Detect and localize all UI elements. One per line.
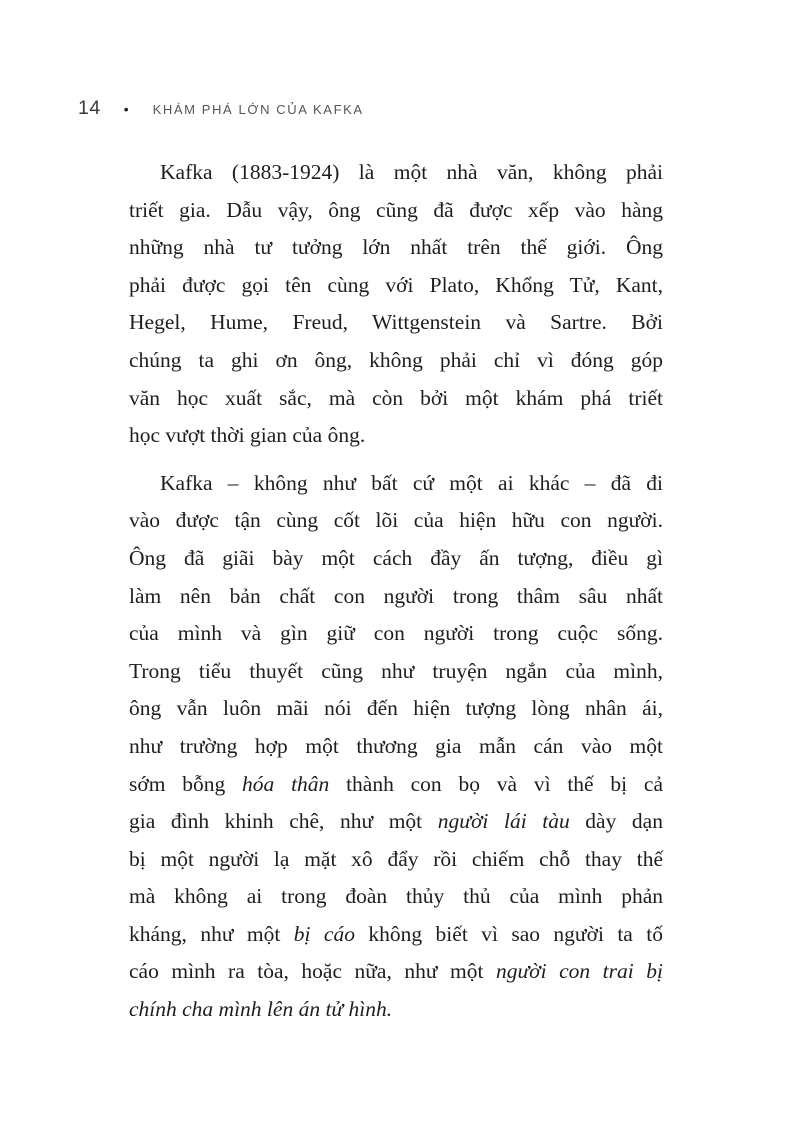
page-number: 14 [78, 97, 101, 119]
text-segment: thành con bọ và vì thế bị cả [329, 771, 663, 796]
text-line [129, 991, 663, 1029]
text-line [129, 229, 663, 267]
bullet-separator-icon: • [123, 101, 129, 117]
text-line [129, 916, 663, 954]
text-segment: Hegel, Hume, Freud, Wittgenstein và Sartre. Bởi [129, 310, 663, 335]
running-header [78, 97, 364, 120]
text-line [129, 953, 663, 991]
text-segment: những nhà tư tưởng lớn nhất trên thế giới. Ông [129, 235, 663, 260]
text-line [129, 465, 663, 503]
paragraph [129, 465, 663, 1029]
text-line [129, 728, 663, 766]
text-line [129, 878, 663, 916]
text-line [129, 304, 663, 342]
text-line [129, 154, 663, 192]
text-segment: phải được gọi tên cùng với Plato, Khổng Tử, Kant, [129, 272, 663, 297]
text-segment-italic: người con trai bị [495, 959, 663, 984]
text-line [129, 342, 663, 380]
text-line [129, 417, 663, 455]
text-segment: mà không ai trong đoàn thủy thủ của mình phản [129, 884, 663, 909]
text-segment: vào được tận cùng cốt lõi của hiện hữu con người. [129, 508, 663, 533]
text-segment: sớm bỗng [129, 771, 243, 796]
text-line [129, 803, 663, 841]
text-segment: dày dạn [569, 809, 663, 834]
text-line [129, 653, 663, 691]
text-segment: làm nên bản chất con người trong thâm sâu nhất [129, 583, 663, 608]
text-line [129, 841, 663, 879]
text-segment: Ông đã giãi bày một cách đầy ấn tượng, điều gì [129, 545, 663, 570]
text-segment-italic: hóa thân [242, 771, 330, 796]
running-header-title: KHÁM PHÁ LỚN CỦA KAFKA [152, 102, 364, 117]
text-segment: của mình và gìn giữ con người trong cuộc sống. [129, 621, 663, 646]
text-segment: văn học xuất sắc, mà còn bởi một khám phá triết [129, 385, 663, 410]
text-segment-italic: bị cáo [293, 921, 355, 946]
text-line [129, 766, 663, 804]
text-segment: triết gia. Dẫu vậy, ông cũng đã được xếp vào hàng [129, 197, 663, 222]
text-segment-italic: chính cha mình lên án tử hình. [129, 997, 393, 1022]
text-line [129, 578, 663, 616]
text-segment: gia đình khinh chê, như một [129, 809, 438, 834]
text-segment: ông vẫn luôn mãi nói đến hiện tượng lòng nhân ái, [129, 696, 663, 721]
text-segment: học vượt thời gian của ông. [129, 423, 366, 448]
text-segment: không biết vì sao người ta tố [354, 921, 663, 946]
text-line [129, 380, 663, 418]
text-line [129, 690, 663, 728]
body-text [129, 154, 663, 1029]
text-segment: Trong tiểu thuyết cũng như truyện ngắn của mình, [129, 658, 663, 683]
text-line [129, 192, 663, 230]
text-segment: như trường hợp một thương gia mẫn cán vào một [129, 733, 663, 758]
text-segment: cáo mình ra tòa, hoặc nữa, như một [129, 959, 496, 984]
text-segment: chúng ta ghi ơn ông, không phải chỉ vì đóng góp [129, 347, 663, 372]
text-line [129, 540, 663, 578]
text-segment: Kafka (1883-1924) là một nhà văn, không phải [160, 160, 663, 184]
text-segment: Kafka – không như bất cứ một ai khác – đã đi [160, 470, 663, 495]
text-segment-italic: người lái tàu [437, 809, 570, 834]
text-line [129, 615, 663, 653]
text-segment: kháng, như một [129, 921, 294, 946]
text-line [129, 267, 663, 305]
text-line [129, 502, 663, 540]
paragraph [129, 154, 663, 455]
text-segment: bị một người lạ mặt xô đẩy rồi chiếm chỗ thay thế [129, 846, 663, 871]
